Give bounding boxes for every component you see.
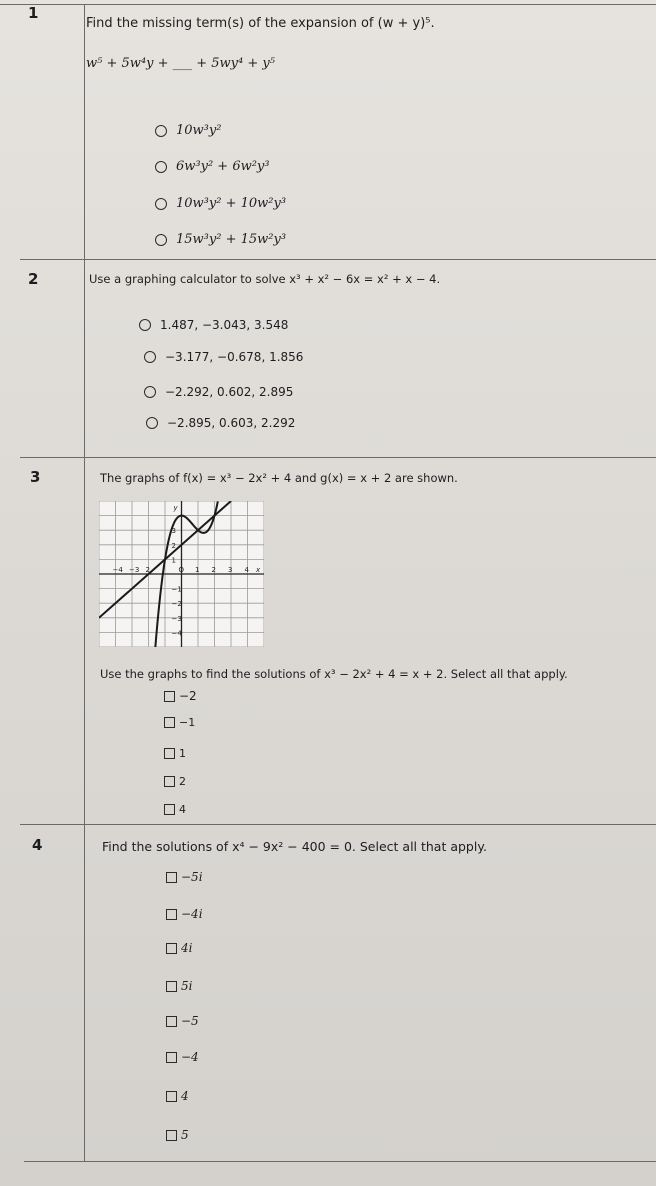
option-label: −2.895, 0.603, 2.292 <box>167 416 296 430</box>
option-label: −3.177, −0.678, 1.856 <box>165 350 304 364</box>
checkbox[interactable] <box>164 691 175 702</box>
radio-button[interactable] <box>139 319 151 331</box>
row-divider-3 <box>20 457 656 458</box>
checkbox[interactable] <box>166 981 177 992</box>
q1-option-d[interactable] <box>155 232 286 247</box>
y-tick-label: −3 <box>171 614 182 623</box>
row-divider-2 <box>20 259 656 260</box>
question-1-prompt: Find the missing term(s) of the expansion of (w + y)⁵. <box>86 16 435 31</box>
y-tick-label: −4 <box>171 629 182 638</box>
q3-option-b[interactable] <box>164 716 195 729</box>
option-label: −2 <box>179 689 197 703</box>
checkbox[interactable] <box>166 1052 177 1063</box>
question-number-2: 2 <box>28 270 39 288</box>
q4-option-b[interactable] <box>166 907 203 921</box>
q4-option-f[interactable] <box>166 1050 199 1064</box>
option-label: −5 <box>181 1014 199 1028</box>
checkbox[interactable] <box>166 943 177 954</box>
checkbox[interactable] <box>166 1130 177 1141</box>
option-label: −2.292, 0.602, 2.895 <box>165 385 294 399</box>
column-divider <box>84 4 85 1162</box>
option-label: 5 <box>181 1128 189 1142</box>
x-tick-label: −3 <box>129 566 140 574</box>
q2-option-a[interactable] <box>139 318 288 332</box>
checkbox[interactable] <box>164 748 175 759</box>
q2-option-c[interactable] <box>144 385 293 399</box>
checkbox[interactable] <box>164 717 175 728</box>
option-label: 15w³y² + 15w²y³ <box>176 232 287 247</box>
x-tick-label: 2 <box>211 566 216 574</box>
option-label: 10w³y² + 10w²y³ <box>176 196 287 211</box>
option-label: 2 <box>179 775 186 788</box>
question-number-1: 1 <box>28 4 39 22</box>
q3-option-e[interactable] <box>164 803 186 816</box>
x-tick-label: 4 <box>244 566 249 574</box>
option-label: 5i <box>181 979 193 993</box>
q4-option-h[interactable] <box>166 1128 189 1142</box>
function-graph <box>99 501 264 647</box>
radio-button[interactable] <box>146 417 158 429</box>
y-tick-label: −2 <box>171 600 182 609</box>
q3-option-d[interactable] <box>164 775 186 788</box>
checkbox[interactable] <box>164 776 175 787</box>
x-axis-label: x <box>256 566 261 574</box>
q1-option-c[interactable] <box>155 196 286 211</box>
x-tick-label: −4 <box>112 566 123 574</box>
y-axis-label: y <box>173 504 178 512</box>
checkbox[interactable] <box>164 804 175 815</box>
radio-button[interactable] <box>144 386 156 398</box>
y-tick-label: 3 <box>171 527 176 536</box>
option-label: −1 <box>179 716 196 729</box>
checkbox[interactable] <box>166 1091 177 1102</box>
q4-option-d[interactable] <box>166 979 192 993</box>
y-tick-label: −1 <box>171 585 182 594</box>
option-label: 6w³y² + 6w²y³ <box>176 159 270 174</box>
q3-option-c[interactable] <box>164 747 186 760</box>
checkbox[interactable] <box>166 872 177 883</box>
option-label: 1.487, −3.043, 3.548 <box>160 318 289 332</box>
question-number-3: 3 <box>30 468 41 486</box>
q1-option-a[interactable] <box>155 123 221 138</box>
option-label: 4 <box>181 1089 189 1103</box>
option-label: 1 <box>179 747 186 760</box>
option-label: −5i <box>181 870 203 884</box>
x-tick-label: 1 <box>195 566 200 574</box>
bottom-rule <box>24 1161 656 1162</box>
q4-option-a[interactable] <box>166 870 203 884</box>
question-4-prompt: Find the solutions of x⁴ − 9x² − 400 = 0. Select all that apply. <box>102 839 487 854</box>
option-label: 4 <box>179 803 186 816</box>
question-3-instruction: Use the graphs to find the solutions of x³ − 2x² + 4 = x + 2. Select all that apply. <box>100 667 568 681</box>
option-label: −4i <box>181 907 203 921</box>
x-tick-label: 2 <box>145 566 150 574</box>
row-divider-4 <box>20 824 656 825</box>
q2-option-b[interactable] <box>144 350 303 364</box>
checkbox[interactable] <box>166 1016 177 1027</box>
q2-option-d[interactable] <box>146 416 295 430</box>
top-rule <box>0 4 656 5</box>
q1-option-b[interactable] <box>155 159 270 174</box>
radio-button[interactable] <box>155 198 167 210</box>
radio-button[interactable] <box>144 351 156 363</box>
radio-button[interactable] <box>155 125 167 137</box>
q4-option-e[interactable] <box>166 1014 199 1028</box>
x-tick-label: O <box>178 566 185 574</box>
radio-button[interactable] <box>155 161 167 173</box>
y-tick-label: 2 <box>171 541 176 550</box>
question-2-prompt: Use a graphing calculator to solve x³ + x² − 6x = x² + x − 4. <box>89 272 441 286</box>
question-number-4: 4 <box>32 836 43 854</box>
q4-option-c[interactable] <box>166 941 192 955</box>
option-label: 10w³y² <box>176 123 222 138</box>
x-tick-label: 3 <box>228 566 233 574</box>
question-3-prompt: The graphs of f(x) = x³ − 2x² + 4 and g(x) = x + 2 are shown. <box>100 471 458 485</box>
checkbox[interactable] <box>166 909 177 920</box>
radio-button[interactable] <box>155 234 167 246</box>
option-label: 4i <box>181 941 193 955</box>
option-label: −4 <box>181 1050 199 1064</box>
q3-option-a[interactable] <box>164 689 197 703</box>
question-1-expression: w⁵ + 5w⁴y + ___ + 5wy⁴ + y⁵ <box>86 56 275 71</box>
function-graph-svg <box>99 501 264 647</box>
q4-option-g[interactable] <box>166 1089 189 1103</box>
y-tick-label: 1 <box>171 556 176 565</box>
